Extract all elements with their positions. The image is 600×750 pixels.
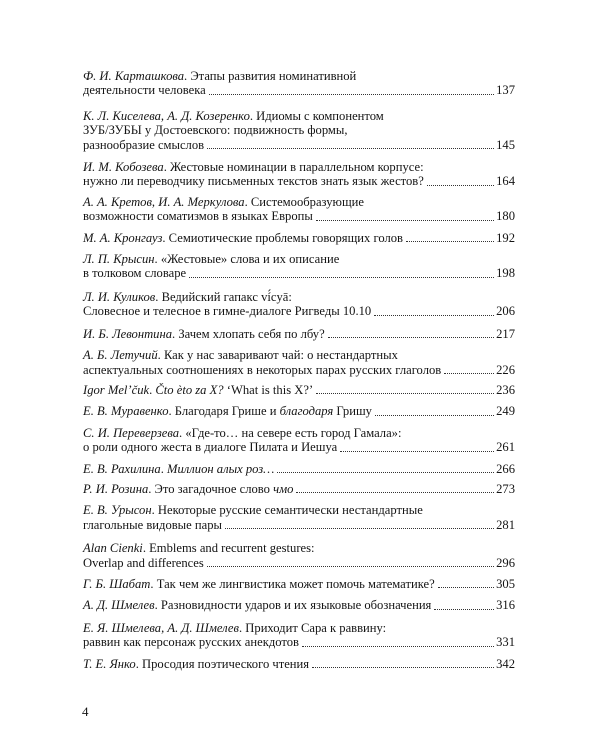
toc-entry: [83, 383, 515, 397]
author-name: И. Б. Левонтина: [83, 326, 173, 341]
entry-page-number: 273: [496, 481, 515, 496]
entry-title: Так чем же лингвистика может помочь математике?: [156, 576, 435, 591]
toc-entry-line: [83, 503, 515, 517]
entry-page-number: 137: [496, 83, 515, 98]
toc-entry-last-line: [83, 556, 515, 570]
toc-entry-text: [83, 518, 222, 532]
entry-title: Этапы развития номинативной: [190, 69, 357, 83]
toc-entry-text: [83, 266, 186, 280]
entry-page-number: 198: [496, 266, 515, 281]
page-number: 4: [82, 704, 89, 719]
entry-page-number: 266: [496, 461, 515, 476]
dot-leader: [434, 609, 494, 610]
toc-entry-text: Е. В. Рахилина. Миллион алых роз…: [83, 461, 275, 476]
dot-leader: [207, 148, 494, 149]
entry-title: Идиомы с компонентом: [256, 108, 384, 123]
dot-leader: [444, 373, 494, 374]
entry-title-continued: нужно ли переводчику письменных текстов знать язык жестов?: [83, 174, 424, 189]
entry-page-number: 164: [496, 174, 515, 189]
toc-entry-text: И. Б. Левонтина. Зачем хлопать себя по лбу?: [83, 326, 325, 341]
toc-entry: [83, 109, 515, 152]
toc-entry: [83, 252, 515, 281]
entry-page-number: 331: [496, 635, 515, 650]
toc-entry-text: Р. И. Розина. Это загадочное слово чмо: [83, 481, 294, 496]
entry-title: Просодия поэтического чтения: [142, 656, 310, 671]
toc-entry: [83, 327, 515, 341]
table-of-contents: [83, 69, 515, 671]
entry-page-number: 192: [496, 230, 515, 245]
dot-leader: [225, 528, 494, 529]
toc-entry: [83, 541, 515, 570]
toc-entry-last-line: [83, 598, 515, 612]
entry-page-number: 316: [496, 598, 515, 613]
entry-title: Некоторые русские семантически нестандартные: [157, 503, 423, 518]
toc-entry-line: [83, 160, 515, 174]
dot-leader: [438, 587, 494, 588]
toc-entry: [83, 482, 515, 496]
toc-entry: [83, 426, 515, 455]
toc-entry-last-line: [83, 138, 515, 152]
toc-entry-last-line: [83, 383, 515, 397]
dot-leader: [328, 337, 494, 338]
entry-page-number: 206: [496, 304, 515, 319]
toc-entry-text: А. Б. Летучий. Как у нас заваривают чай: о нестандартных: [83, 348, 398, 363]
toc-entry-text: А. Д. Шмелев. Разновидности ударов и их языковые обозначения: [83, 598, 432, 613]
toc-entry: [83, 503, 515, 532]
author-name: Ф. И. Карташкова: [83, 69, 185, 83]
entry-title: «Жестовые» слова и их описание: [160, 252, 340, 267]
toc-entry-last-line: [83, 174, 515, 188]
dot-leader: [207, 566, 494, 567]
dot-leader: [302, 646, 494, 647]
toc-entry-text: [83, 174, 424, 188]
author-name: С. И. Переверзева: [83, 425, 180, 440]
toc-entry-text: И. М. Кобозева. Жестовые номинации в параллельном корпусе:: [83, 160, 424, 175]
toc-entry-text: Т. Е. Янко. Просодия поэтического чтения: [83, 656, 310, 671]
entry-title: Как у нас заваривают чай: о нестандартных: [163, 348, 398, 363]
toc-entry: [83, 69, 515, 98]
toc-entry-text: Е. Я. Шмелева, А. Д. Шмелев. Приходит Сара к раввину:: [83, 620, 387, 635]
dot-leader: [189, 277, 494, 278]
entry-title: Emblems and recurrent gestures:: [149, 541, 315, 556]
entry-page-number: 180: [496, 209, 515, 224]
author-name: К. Л. Киселева, А. Д. Козеренко: [83, 108, 250, 123]
author-name: Е. В. Рахилина: [83, 461, 161, 476]
entry-page-number: 236: [496, 382, 515, 397]
dot-leader: [340, 451, 494, 452]
toc-entry-text: [83, 304, 371, 318]
entry-page-number: 261: [496, 440, 515, 455]
toc-entry-line: [83, 426, 515, 440]
dot-leader: [312, 667, 494, 668]
entry-page-number: 342: [496, 656, 515, 671]
toc-entry-text: К. Л. Киселева, А. Д. Козеренко. Идиомы с компонентом: [83, 108, 384, 123]
toc-entry-last-line: [83, 304, 515, 318]
dot-leader: [316, 220, 494, 221]
entry-title-continued: аспектуальных соотношениях в некоторых парах русских глаголов: [83, 362, 442, 377]
toc-entry-text: [83, 363, 441, 377]
author-name: Г. Б. Шабат: [83, 576, 151, 591]
toc-entry-line: [83, 252, 515, 266]
entry-title: Жестовые номинации в параллельном корпусе:: [169, 160, 424, 175]
dot-leader: [375, 415, 494, 416]
toc-entry-text: Alan Cienki. Emblems and recurrent gestures:: [83, 541, 315, 556]
dot-leader: [316, 393, 494, 394]
toc-entry-line: [83, 621, 515, 635]
toc-entry-last-line: [83, 404, 515, 418]
toc-entry-text: Л. И. Куликов. Ведийский гапакс ví́cyā:: [83, 289, 292, 304]
entry-title: «Где-то… на севере есть город Гамала»:: [185, 425, 402, 440]
entry-title: Зачем хлопать себя по лбу?: [178, 326, 325, 341]
entry-title-continued: в толковом словаре: [83, 266, 187, 281]
entry-title: Это загадочное слово чмо: [154, 481, 294, 496]
toc-entry-last-line: [83, 83, 515, 97]
toc-entry-last-line: [83, 635, 515, 649]
toc-entry: [83, 598, 515, 612]
entry-title-continued: Словесное и телесное в гимне-диалоге Ригведы 10.10: [83, 304, 372, 319]
toc-entry-text: М. А. Кронгауз. Семиотические проблемы говорящих голов: [83, 230, 403, 245]
toc-entry-text: Г. Б. Шабат. Так чем же лингвистика может помочь математике?: [83, 576, 435, 591]
author-name: Л. И. Куликов: [83, 289, 156, 304]
entry-page-number: 249: [496, 404, 515, 419]
toc-entry-line: [83, 69, 515, 83]
toc-entry: [83, 621, 515, 650]
entry-title: Системообразующие: [250, 194, 364, 209]
toc-entry-last-line: [83, 518, 515, 532]
toc-entry-last-line: [83, 327, 515, 341]
toc-entry-text: [83, 83, 206, 97]
author-name: Е. В. Муравенко: [83, 404, 169, 419]
author-name: А. А. Кретов, И. А. Меркулова: [83, 194, 245, 209]
entry-title-continued: Overlap and differences: [83, 555, 204, 570]
toc-entry-last-line: [83, 266, 515, 280]
author-name: Е. В. Урысон: [83, 503, 152, 518]
toc-entry: [83, 195, 515, 224]
toc-entry-text: [83, 635, 299, 649]
entry-title: Семиотические проблемы говорящих голов: [168, 230, 403, 245]
toc-entry: [83, 290, 515, 319]
toc-entry-line: [83, 348, 515, 362]
toc-entry-text: [83, 138, 204, 152]
toc-entry-last-line: [83, 657, 515, 671]
dot-leader: [296, 492, 494, 493]
dot-leader: [209, 94, 494, 95]
toc-entry-last-line: [83, 231, 515, 245]
author-name: Л. П. Крысин: [83, 252, 155, 267]
author-name: М. А. Кронгауз: [83, 230, 163, 245]
toc-entry-last-line: [83, 440, 515, 454]
entry-title-continued: глагольные видовые пары: [83, 517, 222, 532]
toc-entry-text: [83, 556, 204, 570]
dot-leader: [406, 241, 494, 242]
entry-title-continued: разнообразие смыслов: [83, 137, 205, 152]
toc-entry-text: Igor Mel’čuk. Čto èto za X? ‘What is this X?’: [83, 382, 314, 397]
dot-leader: [374, 315, 494, 316]
toc-entry-text: Е. В. Муравенко. Благодаря Грише и благодаря Гришу: [83, 404, 372, 419]
toc-entry: [83, 577, 515, 591]
entry-title: Ведийский гапакс ví́cyā:: [161, 289, 292, 304]
author-name: А. Б. Летучий: [83, 348, 158, 363]
toc-entry-line: [83, 541, 515, 555]
author-name: Igor Mel’čuk: [83, 382, 150, 397]
dot-leader: [427, 185, 494, 186]
toc-entry-line: [83, 123, 515, 137]
entry-title: Čto èto za X? ‘What is this X?’: [155, 382, 314, 397]
author-name: Е. Я. Шмелева, А. Д. Шмелев: [83, 620, 239, 635]
author-name: А. Д. Шмелев: [83, 598, 155, 613]
toc-entry-line: [83, 109, 515, 123]
toc-entry: [83, 160, 515, 189]
toc-entry-text: С. И. Переверзева. «Где-то… на севере есть город Гамала»:: [83, 425, 402, 440]
toc-entry-last-line: [83, 462, 515, 476]
author-name: Р. И. Розина: [83, 481, 149, 496]
toc-entry: [83, 462, 515, 476]
toc-entry-line: [83, 195, 515, 209]
toc-entry-text: [83, 440, 337, 454]
toc-entry-last-line: [83, 482, 515, 496]
toc-entry: [83, 657, 515, 671]
toc-entry: [83, 231, 515, 245]
toc-entry-text: А. А. Кретов, И. А. Меркулова. Системообразующие: [83, 194, 364, 209]
entry-title: Благодаря Грише и благодаря Гришу: [174, 404, 372, 419]
entry-page-number: 226: [496, 362, 515, 377]
entry-page-number: 296: [496, 555, 515, 570]
author-name: И. М. Кобозева: [83, 160, 164, 175]
entry-title: Приходит Сара к раввину:: [245, 620, 387, 635]
toc-entry-last-line: [83, 209, 515, 223]
entry-title: Разновидности ударов и их языковые обозначения: [160, 598, 432, 613]
dot-leader: [277, 472, 494, 473]
toc-entry-text: Е. В. Урысон. Некоторые русские семантически нестандартные: [83, 503, 423, 518]
toc-entry-last-line: [83, 363, 515, 377]
entry-title-continued: о роли одного жеста в диалоге Пилата и Иешуа: [83, 440, 338, 455]
toc-entry-last-line: [83, 577, 515, 591]
toc-entry-text: Ф. И. Карташкова. Этапы развития номинативной: [83, 69, 357, 83]
entry-title-continued: раввин как персонаж русских анекдотов: [83, 635, 299, 650]
entry-title-continued: возможности соматизмов в языках Европы: [83, 209, 313, 224]
toc-entry-text: Л. П. Крысин. «Жестовые» слова и их описание: [83, 252, 340, 267]
toc-entry-line: [83, 290, 515, 304]
toc-entry-text: [83, 123, 348, 137]
author-name: Т. Е. Янко: [83, 656, 136, 671]
entry-title: Миллион алых роз…: [167, 461, 275, 476]
entry-title-continued: ЗУБ/ЗУБЫ у Достоевского: подвижность формы,: [83, 123, 348, 138]
toc-entry: [83, 348, 515, 377]
author-name: Alan Cienki: [83, 541, 143, 556]
entry-page-number: 305: [496, 576, 515, 591]
toc-entry-text: [83, 209, 313, 223]
entry-title-continued: деятельности человека: [83, 83, 206, 98]
toc-entry: [83, 404, 515, 418]
entry-page-number: 281: [496, 517, 515, 532]
entry-page-number: 217: [496, 326, 515, 341]
entry-page-number: 145: [496, 137, 515, 152]
